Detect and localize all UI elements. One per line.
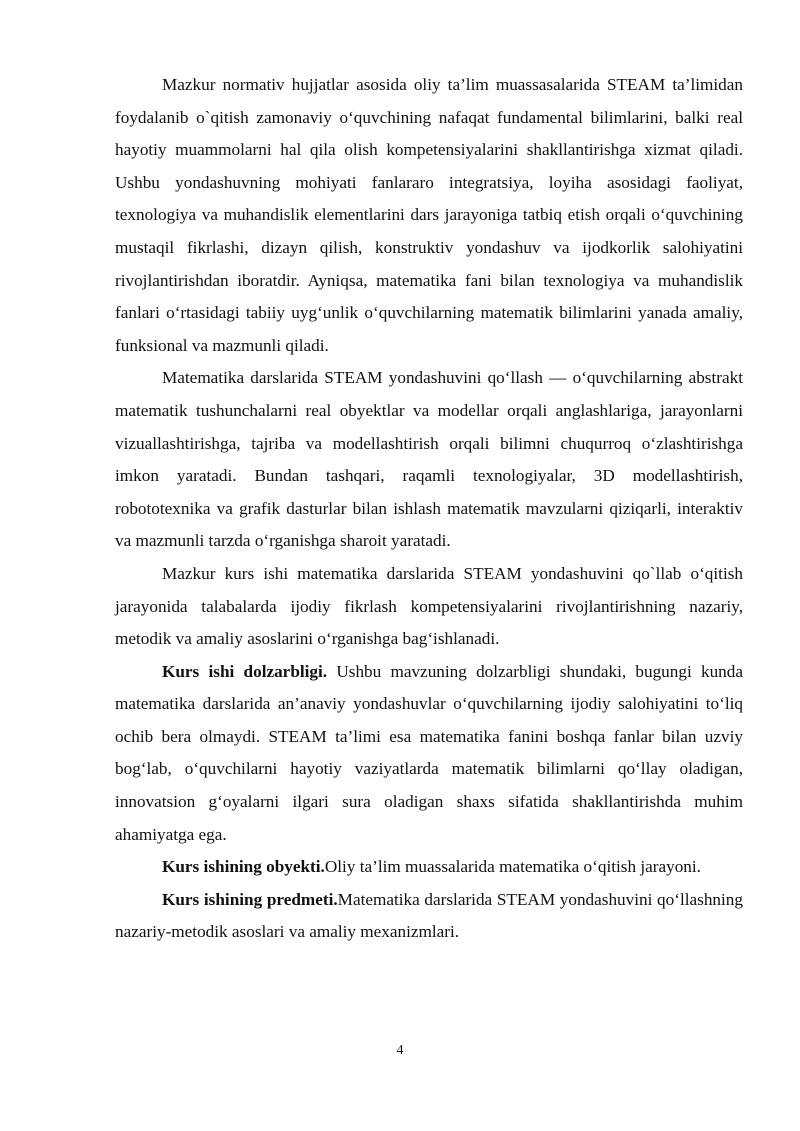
paragraph-text: Mazkur kurs ishi matematika darslarida STEAM yondashuvini qo`llab o‘qitish jarayonida talabalarda ijodiy fikrlash kompetensiyalarini rivojlantirishning nazariy, metodik va amaliy asoslarini o‘rganishga bag‘ishlanadi.	[115, 563, 743, 649]
paragraph-course-work-purpose	[115, 558, 743, 656]
paragraph-lead: Kurs ishining obyekti.	[162, 857, 325, 877]
paragraph-lead: Kurs ishining predmeti.	[162, 889, 338, 909]
paragraph-normative-documents	[115, 69, 743, 362]
document-page	[115, 69, 743, 949]
paragraph-steam-approach	[115, 362, 743, 558]
page-number: 4	[396, 1043, 404, 1058]
paragraph-object	[115, 851, 743, 884]
paragraph-text: Oliy ta’lim muassalarida matematika o‘qitish jarayoni.	[324, 857, 701, 877]
paragraph-relevance	[115, 656, 743, 852]
paragraph-text: Matematika darslarida STEAM yondashuvini qo‘llashning nazariy-metodik asoslari va amaliy mexanizmlari.	[115, 889, 743, 942]
paragraph-subject	[115, 884, 743, 949]
paragraph-lead: Kurs ishi dolzarbligi.	[162, 661, 328, 681]
paragraph-text: Matematika darslarida STEAM yondashuvini qo‘llash — o‘quvchilarning abstrakt matematik tushunchalarni real obyektlar va modellar orqali anglashlariga, jarayonlarni vizuallashtirishga, tajriba va modellashtirish orqali bilimni chuqurroq o‘zlashtirishga imkon yaratadi. Bundan tashqari, raqamli texnologiyalar, 3D modellashtirish, robototexnika va grafik dasturlar bilan ishlash matematik mavzularni qiziqarli, interaktiv va mazmunli tarzda o‘rganishga sharoit yaratadi.	[115, 368, 743, 551]
paragraph-text: Ushbu mavzuning dolzarbligi shundaki, bugungi kunda matematika darslarida an’anaviy yondashuvlar o‘quvchilarning ijodiy salohiyatini to‘liq ochib bera olmaydi. STEAM ta’limi esa matematika fanini boshqa fanlar bilan uzviy bog‘lab, o‘quvchilarni hayotiy vaziyatlarda matematik bilimlarni qo‘llay oladigan, innovatsion g‘oyalarni ilgari sura oladigan shaxs sifatida shakllantirishda muhim ahamiyatga ega.	[115, 661, 743, 844]
paragraph-text: Mazkur normativ hujjatlar asosida oliy ta’lim muassasalarida STEAM ta’limidan foydalanib o`qitish zamonaviy o‘quvchining nafaqat fundamental bilimlarini, balki real hayotiy muammolarni hal qila olish kompetensiyalarini shakllantirishga xizmat qiladi. Ushbu yondashuvning mohiyati fanlararo integratsiya, loyiha asosidagi faoliyat, texnologiya va muhandislik elementlarini dars jarayoniga tatbiq etish orqali o‘quvchining mustaqil fikrlashi, dizayn qilish, konstruktiv yondashuv va ijodkorlik salohiyatini rivojlantirishdan iboratdir. Ayniqsa, matematika fani bilan texnologiya va muhandislik fanlari o‘rtasidagi tabiiy uyg‘unlik o‘quvchilarning matematik bilimlarini yanada amaliy, funksional va mazmunli qiladi.	[115, 75, 743, 355]
